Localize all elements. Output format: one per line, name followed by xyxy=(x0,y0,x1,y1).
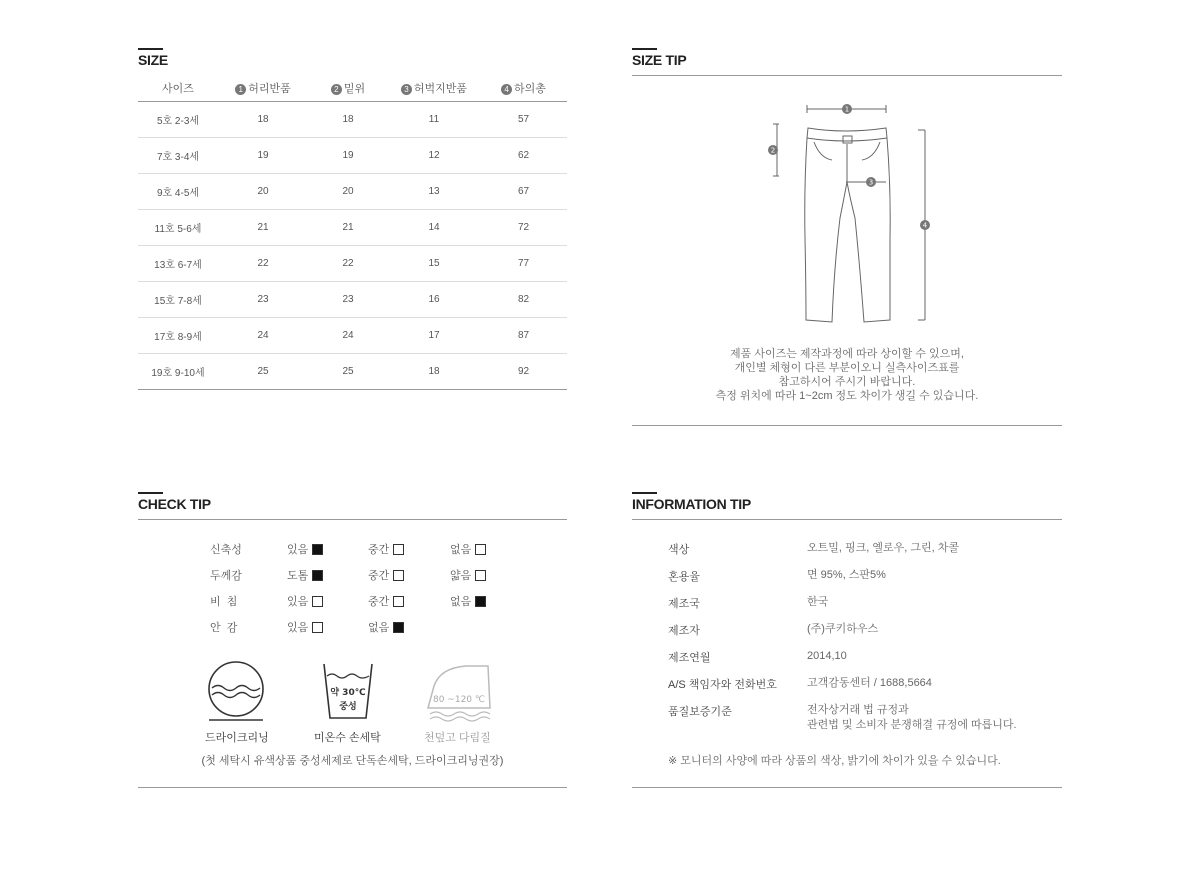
divider xyxy=(632,425,1062,426)
check-tip-section-title xyxy=(138,496,211,512)
size-title-text: SIZE xyxy=(138,52,168,68)
check-option: 있음 xyxy=(287,619,323,635)
size-tip-title-text: SIZE TIP xyxy=(632,52,687,68)
hand-wash-icon xyxy=(322,662,374,720)
checkbox-empty xyxy=(393,544,404,555)
check-label: 두께감 xyxy=(210,570,242,582)
check-option: 없음 xyxy=(368,619,404,635)
number-marker: 3 xyxy=(401,84,412,95)
check-option: 있음 xyxy=(287,593,323,609)
check-label: 비 침 xyxy=(210,596,238,608)
tip-line: 참고하시어 주시기 바랍니다. xyxy=(778,376,916,388)
size-tip-text xyxy=(632,347,1062,403)
check-option: 중간 xyxy=(368,593,404,609)
divider xyxy=(632,75,1062,76)
table-row: 5호 2-3세 18 18 11 57 xyxy=(138,101,567,137)
check-tip-title-text: CHECK TIP xyxy=(138,496,211,512)
tip-line: 제품 사이즈는 제작과정에 따라 상이할 수 있으며, xyxy=(730,348,964,360)
size-table-header xyxy=(138,76,567,101)
checkbox-checked xyxy=(312,544,323,555)
check-option: 없음 xyxy=(450,541,486,557)
hand-wash-label: 미온수 손세탁 xyxy=(314,732,381,744)
marker-3: 3 xyxy=(868,178,874,187)
title-accent-bar xyxy=(632,48,657,50)
check-option: 도톰 xyxy=(287,567,323,583)
iron-label: 천덮고 다림질 xyxy=(424,732,491,744)
title-accent-bar xyxy=(632,492,657,494)
check-option: 얇음 xyxy=(450,567,486,583)
header-length: 4 하의총 xyxy=(480,76,567,101)
info-tip-title-text: INFORMATION TIP xyxy=(632,496,751,512)
checkbox-empty xyxy=(312,622,323,633)
title-accent-bar xyxy=(138,492,163,494)
checkbox-checked xyxy=(312,570,323,581)
title-accent-bar xyxy=(138,48,163,50)
table-row: 11호 5-6세 21 21 14 72 xyxy=(138,209,567,245)
size-section-title xyxy=(138,52,168,68)
checkbox-empty xyxy=(312,596,323,607)
check-option: 중간 xyxy=(368,567,404,583)
header-waist: 1 허리반품 xyxy=(218,76,308,101)
checkbox-empty xyxy=(475,570,486,581)
checkbox-checked xyxy=(393,622,404,633)
size-table xyxy=(138,76,567,390)
check-option: 있음 xyxy=(287,541,323,557)
header-size: 사이즈 xyxy=(138,76,218,101)
divider xyxy=(138,519,567,520)
monitor-note: ※ 모니터의 사양에 따라 상품의 색상, 밝기에 차이가 있을 수 있습니다. xyxy=(668,755,1001,767)
checkbox-empty xyxy=(393,570,404,581)
number-marker: 1 xyxy=(235,84,246,95)
care-note: (첫 세탁시 유색상품 중성세제로 단독손세탁, 드라이크리닝권장) xyxy=(201,755,504,767)
iron-temp: 80 ~120 ℃ xyxy=(432,695,486,705)
table-row: 17호 8-9세 24 24 17 87 xyxy=(138,317,567,353)
pants-measurement-icon xyxy=(760,98,940,330)
table-row: 9호 4-5세 20 20 13 67 xyxy=(138,173,567,209)
table-row: 15호 7-8세 23 23 16 82 xyxy=(138,281,567,317)
checkbox-empty xyxy=(475,544,486,555)
divider xyxy=(632,519,1062,520)
divider xyxy=(632,787,1062,788)
check-option: 없음 xyxy=(450,593,486,609)
check-label: 신축성 xyxy=(210,544,242,556)
table-row: 19호 9-10세 25 25 18 92 xyxy=(138,353,567,389)
hand-wash-detergent: 중성 xyxy=(339,702,357,712)
tip-line: 측정 위치에 따라 1~2cm 정도 차이가 생길 수 있습니다. xyxy=(715,390,979,402)
number-marker: 2 xyxy=(331,84,342,95)
hand-wash-temp: 약 30℃ xyxy=(330,688,366,698)
checkbox-checked xyxy=(475,596,486,607)
size-tip-section-title xyxy=(632,52,686,68)
divider xyxy=(138,787,567,788)
dry-clean-icon xyxy=(206,660,268,722)
header-thigh: 3 허벅지반품 xyxy=(388,76,480,101)
tip-line: 개인별 체형이 다른 부분이오니 실측사이즈표를 xyxy=(734,362,960,374)
marker-1: 1 xyxy=(844,105,850,114)
iron-icon xyxy=(426,662,494,722)
checkbox-empty xyxy=(393,596,404,607)
marker-2: 2 xyxy=(770,146,776,155)
info-tip-section-title xyxy=(632,496,751,512)
number-marker: 4 xyxy=(501,84,512,95)
table-row: 7호 3-4세 19 19 12 62 xyxy=(138,137,567,173)
table-row: 13호 6-7세 22 22 15 77 xyxy=(138,245,567,281)
check-label: 안 감 xyxy=(210,622,238,634)
header-rise: 2 밑위 xyxy=(308,76,388,101)
check-option: 중간 xyxy=(368,541,404,557)
dry-clean-label: 드라이크리닝 xyxy=(205,732,269,744)
marker-4: 4 xyxy=(922,221,928,230)
